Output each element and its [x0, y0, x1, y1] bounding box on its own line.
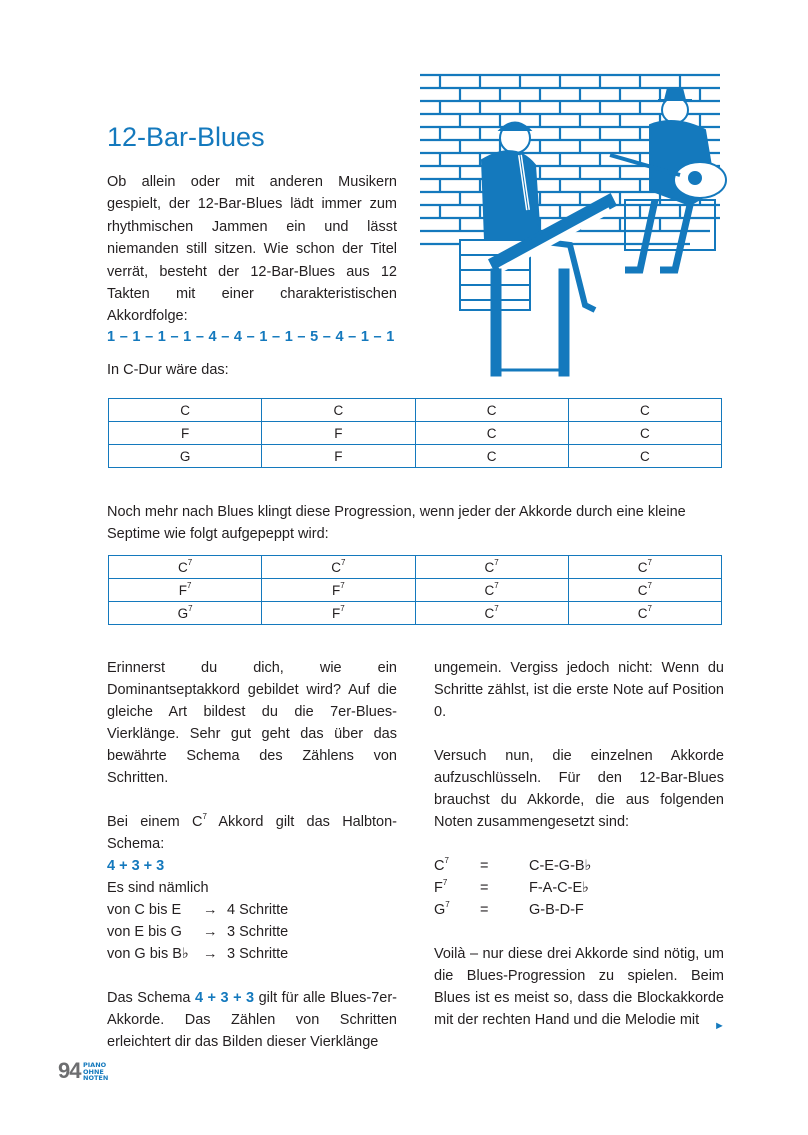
position-paragraph: ungemein. Vergiss jedoch nicht: Wenn du Schritte zählst, ist die erste Note auf Position 0.	[434, 660, 724, 720]
step-row: von E bis G → 3 Schritte	[107, 921, 397, 943]
septime-paragraph: Noch mehr nach Blues klingt diese Progression, wenn jeder der Akkorde durch eine kleine Septime wie folgt aufgepeppt wird:	[107, 504, 686, 542]
arrow-right-icon: →	[203, 924, 218, 940]
table-cell: F	[262, 422, 415, 445]
table-cell: $C^7$	[262, 556, 415, 579]
table-row	[109, 422, 722, 445]
table-cell: F	[262, 445, 415, 468]
schema-formula: 4 + 3 + 3	[107, 858, 165, 874]
chord-notes-paragraph: Versuch nun, die einzelnen Akkorde aufzuschlüsseln. Für den 12-Bar-Blues brauchst du Akkorde, die aus folgenden Noten zusammengesetzt sind:	[434, 748, 724, 830]
table-cell: C	[109, 399, 262, 422]
arrow-right-icon: →	[203, 902, 218, 918]
voila-paragraph: Voilà – nur diese drei Akkorde sind nötig, um die Blues-Progression zu spielen. Beim Blues ist es meist so, dass die Blockakkorde mit der rechten Hand und die Melodie mit	[434, 946, 724, 1028]
table-cell: C	[415, 445, 568, 468]
steps-intro: Es sind nämlich	[107, 880, 209, 896]
table-cell: C	[568, 422, 721, 445]
chord-table-sevenths	[108, 555, 722, 625]
right-column	[434, 657, 724, 1031]
table-row	[109, 579, 722, 602]
c-dur-label: In C-Dur wäre das:	[107, 362, 229, 378]
table-cell: $G^7$	[109, 602, 262, 625]
table-row	[109, 399, 722, 422]
chord-notes-row: $G^7$ = G-B-D-F	[434, 900, 584, 918]
table-cell: C	[568, 399, 721, 422]
arrow-right-icon: →	[203, 946, 218, 962]
schema-paragraph: Das Schema 4 + 3 + 3 gilt für alle Blues-7er-Akkorde. Das Zählen von Schritten erleichtert dir das Bilden dieser Vierklänge	[107, 990, 398, 1050]
table-cell: $C^7$	[415, 602, 568, 625]
table-cell: $C^7$	[109, 556, 262, 579]
table-cell: $C^7$	[568, 602, 721, 625]
blues-musicians-illustration	[420, 70, 740, 380]
chord-notes-row: $C^7$ = C-E-G-B♭	[434, 856, 592, 874]
table-cell: $C^7$	[415, 556, 568, 579]
page-title: 12-Bar-Blues	[107, 122, 265, 152]
table-row	[109, 602, 722, 625]
book-logo: PIANO OHNE NOTEN	[83, 1061, 109, 1082]
table-row	[109, 556, 722, 579]
dominant-paragraph: Erinnerst du dich, wie ein Dominantseptakkord gebildet wird? Auf die gleiche Art bildest du die 7er-Blues-Vierklänge. Sehr gut geht das über das bewährte Schema des Zählens von Schritten.	[107, 660, 397, 786]
step-row: von G bis B♭ → 3 Schritte	[107, 943, 397, 965]
chord-table-triads	[108, 398, 722, 468]
table-cell: $C^7$	[415, 579, 568, 602]
halfstep-paragraph: Bei einem $C^7$ Akkord gilt das Halbton-Schema:	[107, 812, 397, 852]
table-cell: $C^7$	[568, 556, 721, 579]
intro-paragraph: Ob allein oder mit anderen Musikern gespielt, der 12-Bar-Blues lädt immer zum rhythmischen Jammen ein und lässt niemanden still sitzen. Wie schon der Titel verrät, besteht der 12-Bar-Blues aus 12 Takten mit einer charakteristischen Akkordfolge:	[107, 174, 397, 325]
table-cell: $F^7$	[109, 579, 262, 602]
table-row	[109, 445, 722, 468]
step-row: von C bis E → 4 Schritte	[107, 899, 397, 921]
table-cell: G	[109, 445, 262, 468]
table-cell: C	[415, 422, 568, 445]
left-column	[107, 657, 397, 1053]
table-cell: $C^7$	[568, 579, 721, 602]
table-cell: C	[262, 399, 415, 422]
table-cell: F	[109, 422, 262, 445]
table-cell: C	[415, 399, 568, 422]
table-cell: $F^7$	[262, 579, 415, 602]
table-cell: $F^7$	[262, 602, 415, 625]
next-page-arrow-icon: ►	[714, 1020, 725, 1032]
page-number: 94	[58, 1058, 81, 1083]
chord-notes-row: $F^7$ = F-A-C-E♭	[434, 878, 589, 896]
chord-progression: 1 – 1 – 1 – 1 – 4 – 4 – 1 – 1 – 5 – 4 – 1 – 1	[107, 329, 395, 345]
table-cell: C	[568, 445, 721, 468]
